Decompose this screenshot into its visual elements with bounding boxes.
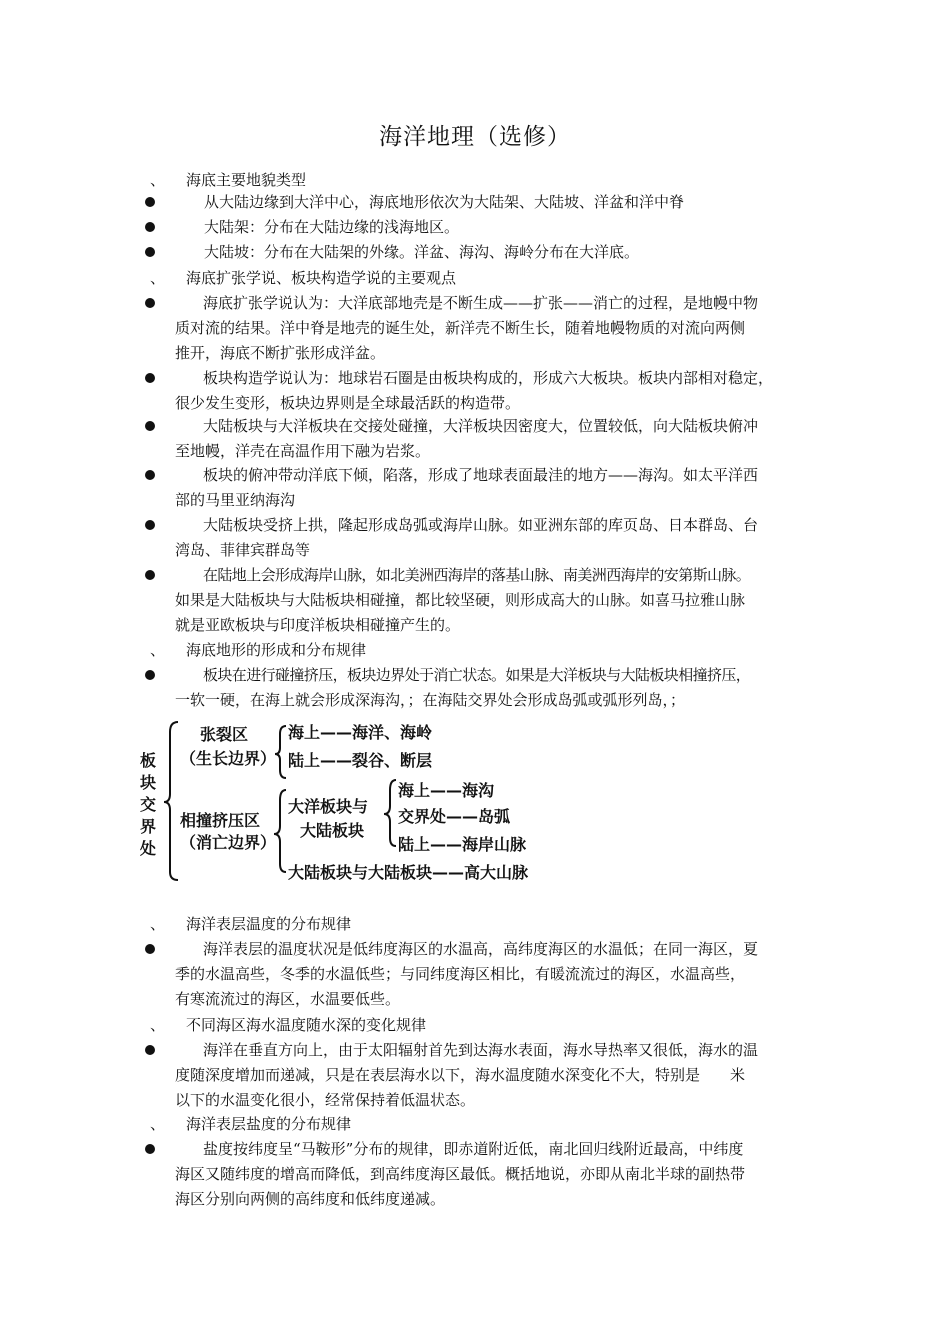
bullet-icon (145, 373, 155, 383)
zone2-sub: （消亡边界） (180, 833, 277, 852)
bullet-icon (145, 944, 155, 954)
bullet-icon (145, 222, 155, 232)
zone2-continental: 大陆板块与大陆板块——高大山脉 (288, 863, 529, 882)
zone2-name: 相撞挤压区 (180, 811, 261, 830)
bullet-item: 海底扩张学说认为：大洋底部地壳是不断生成——扩张——消亡的过程，是地幔中物 质对流的结果。洋中脊是地壳的诞生处，新洋壳不断生长，随着地幔物质的对流向两侧 推开，海底不断扩张形成洋盆。 (145, 291, 825, 366)
zone1-name: 张裂区 (200, 725, 249, 744)
bullet-item: 大陆板块受挤上拱，隆起形成岛弧或海岸山脉。如亚洲东部的库页岛、日本群岛、台 湾岛、菲律宾群岛等 (145, 513, 825, 563)
section-heading: 、 海洋表层温度的分布规律 (150, 915, 352, 933)
diagram-root-label: 板块交界处 (140, 751, 157, 858)
bullet-icon (145, 670, 155, 680)
bullet-item: 大陆架：分布在大陆边缘的浅海地区。 (145, 215, 825, 240)
bullet-item: 海洋在垂直方向上，由于太阳辐射首先到达海水表面，海水导热率又很低，海水的温 度随深度增加而递减，只是在表层海水以下，海水温度随水深变化不大，特别是 米 以下的水温变化很小，经常保持着低温状态。 (145, 1038, 825, 1113)
bullet-icon (145, 520, 155, 530)
plate-boundary-diagram (140, 714, 580, 886)
bullet-icon (145, 197, 155, 207)
zone1-sub: （生长边界） (180, 749, 277, 768)
section-heading: 、 海底扩张学说、板块构造学说的主要观点 (150, 269, 457, 287)
zone1-sea: 海上——海洋、海岭 (288, 723, 433, 742)
bullet-item: 大陆板块与大洋板块在交接处碰撞，大洋板块因密度大，位置较低，向大陆板块俯冲 至地幔，洋壳在高温作用下融为岩浆。 (145, 414, 825, 464)
bullet-icon (145, 247, 155, 257)
bullet-icon (145, 1045, 155, 1055)
bullet-icon (145, 298, 155, 308)
bullet-item: 从大陆边缘到大洋中心，海底地形依次为大陆架、大陆坡、洋盆和洋中脊 (145, 190, 825, 215)
bullet-item: 海洋表层的温度状况是低纬度海区的水温高，高纬度海区的水温低；在同一海区，夏 季的水温高些，冬季的水温低些；与同纬度海区相比，有暖流流过的海区，水温高些， 有寒流流过的海区，水温要低些。 (145, 937, 825, 1012)
zone1-land: 陆上——裂谷、断层 (288, 751, 433, 770)
zone2-pair1: 大洋板块与 (288, 797, 369, 816)
zone2-junction: 交界处——岛弧 (398, 807, 511, 826)
bullet-item: 大陆坡：分布在大陆架的外缘。洋盆、海沟、海岭分布在大洋底。 (145, 240, 825, 265)
bullet-item: 盐度按纬度呈“马鞍形”分布的规律，即赤道附近低，南北回归线附近最高，中纬度 海区又随纬度的增高而降低，到高纬度海区最低。概括地说，亦即从南北半球的副热带 海区分别向两侧的高纬度和低纬度递减。 (145, 1137, 825, 1212)
section-heading: 、 海底地形的形成和分布规律 (150, 641, 367, 659)
bullet-icon (145, 1144, 155, 1154)
section-heading: 、 海底主要地貌类型 (150, 171, 307, 189)
bullet-item: 板块在进行碰撞挤压，板块边界处于消亡状态。如果是大洋板块与大陆板块相撞挤压， 一软一硬，在海上就会形成深海沟，；在海陆交界处会形成岛弧或弧形列岛，； (145, 663, 825, 713)
bullet-item: 板块的俯冲带动洋底下倾，陷落，形成了地球表面最洼的地方——海沟。如太平洋西 部的马里亚纳海沟 (145, 463, 825, 513)
bullet-icon (145, 570, 155, 580)
bullet-item: 板块构造学说认为：地球岩石圈是由板块构成的，形成六大板块。板块内部相对稳定， 很少发生变形，板块边界则是全球最活跃的构造带。 (145, 366, 825, 416)
section-heading: 、 不同海区海水温度随水深的变化规律 (150, 1016, 427, 1034)
bullet-icon (145, 470, 155, 480)
bullet-item: 在陆地上会形成海岸山脉，如北美洲西海岸的落基山脉、南美洲西海岸的安第斯山脉。 如果是大陆板块与大陆板块相碰撞，都比较坚硬，则形成高大的山脉。如喜马拉雅山脉 就是亚欧板块与印度洋板块相碰撞产生的。 (145, 563, 825, 638)
zone2-land: 陆上——海岸山脉 (398, 835, 527, 854)
zone2-pair2: 大陆板块 (300, 821, 365, 840)
section-heading: 、 海洋表层盐度的分布规律 (150, 1115, 352, 1133)
bullet-icon (145, 421, 155, 431)
zone2-sea: 海上——海沟 (398, 781, 495, 800)
page-title: 海洋地理（选修） (379, 124, 571, 150)
